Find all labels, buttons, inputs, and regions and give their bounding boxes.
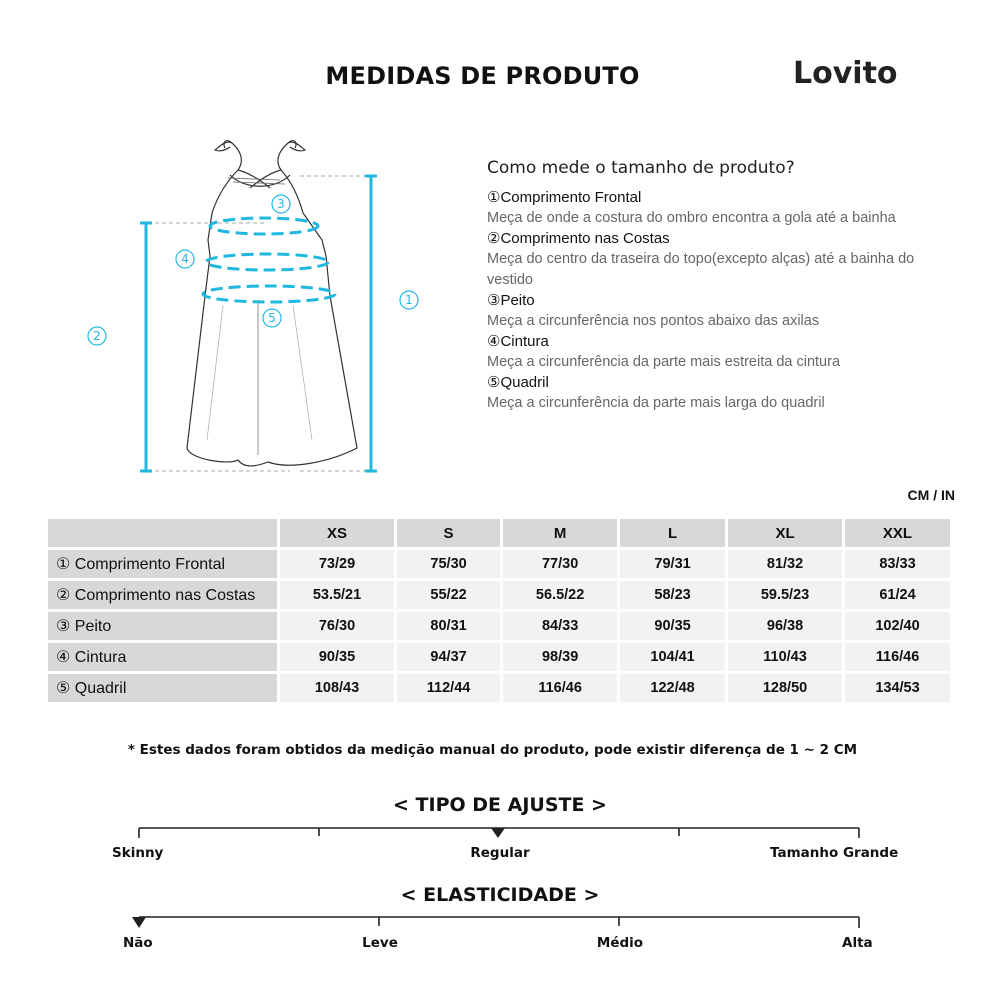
table-cell: 84/33	[503, 612, 617, 640]
table-cell: 80/31	[397, 612, 500, 640]
table-cell: 76/30	[280, 612, 394, 640]
fit-scale-bar	[130, 822, 870, 842]
table-cell: 116/46	[845, 643, 950, 671]
table-cell: 98/39	[503, 643, 617, 671]
table-cell: 75/30	[397, 550, 500, 578]
guide-item-name: ③Peito	[487, 292, 535, 309]
table-cell: 53.5/21	[280, 581, 394, 609]
table-header-row	[48, 519, 950, 547]
table-cell: 134/53	[845, 674, 950, 702]
guide-item-name: ①Comprimento Frontal	[487, 189, 642, 206]
table-cell: 79/31	[620, 550, 725, 578]
guide-item-name: ⑤Quadril	[487, 374, 549, 391]
elasticity-label-medium: Médio	[596, 935, 644, 951]
guide-item-name: ②Comprimento nas Costas	[487, 230, 670, 247]
table-cell: 94/37	[397, 643, 500, 671]
guide-item-desc: Meça de onde a costura do ombro encontra a gola até a bainha	[487, 210, 896, 226]
table-cell: 83/33	[845, 550, 950, 578]
marker-1-label: 1	[405, 293, 413, 307]
row-label: ⑤ Quadril	[48, 674, 277, 702]
marker-4-label: 4	[181, 252, 189, 266]
fit-label-regular: Regular	[470, 845, 530, 861]
table-cell: 102/40	[845, 612, 950, 640]
table-row	[48, 643, 950, 671]
guide-item-desc: Meça a circunferência da parte mais estreita da cintura	[487, 354, 841, 370]
table-cell: 55/22	[397, 581, 500, 609]
marker-5-label: 5	[268, 311, 276, 325]
size-header: XXL	[845, 519, 950, 547]
table-cell: 110/43	[728, 643, 842, 671]
table-cell: 122/48	[620, 674, 725, 702]
unit-label: CM / IN	[907, 487, 955, 503]
guide-item-desc: Meça a circunferência da parte mais larga do quadril	[487, 395, 825, 411]
size-header: XL	[728, 519, 842, 547]
table-cell: 59.5/23	[728, 581, 842, 609]
size-header: M	[503, 519, 617, 547]
guide-item-name: ④Cintura	[487, 333, 549, 350]
table-cell: 108/43	[280, 674, 394, 702]
elasticity-label-high: Alta	[842, 935, 873, 951]
table-row	[48, 550, 950, 578]
table-row	[48, 612, 950, 640]
table-corner-cell	[48, 519, 277, 547]
row-label: ① Comprimento Frontal	[48, 550, 277, 578]
brand-logo: Lovito	[793, 56, 898, 91]
table-cell: 58/23	[620, 581, 725, 609]
guide-item	[487, 332, 927, 373]
size-header: L	[620, 519, 725, 547]
table-row	[48, 581, 950, 609]
table-cell: 56.5/22	[503, 581, 617, 609]
table-cell: 96/38	[728, 612, 842, 640]
table-cell: 81/32	[728, 550, 842, 578]
table-cell: 104/41	[620, 643, 725, 671]
dress-diagram	[70, 125, 450, 495]
guide-item	[487, 291, 927, 332]
elasticity-scale-bar	[130, 912, 870, 932]
table-cell: 77/30	[503, 550, 617, 578]
guide-item	[487, 188, 927, 229]
table-cell: 128/50	[728, 674, 842, 702]
guide-item-desc: Meça do centro da traseira do topo(excepto alças) até a bainha do vestido	[487, 251, 915, 288]
elasticity-label-light: Leve	[362, 935, 398, 951]
fit-label-skinny: Skinny	[112, 845, 164, 861]
table-cell: 116/46	[503, 674, 617, 702]
guide-item	[487, 373, 927, 414]
row-label: ② Comprimento nas Costas	[48, 581, 277, 609]
row-label: ③ Peito	[48, 612, 277, 640]
size-header: XS	[280, 519, 394, 547]
measurement-guide	[487, 158, 927, 414]
table-row	[48, 674, 950, 702]
table-cell: 90/35	[280, 643, 394, 671]
elasticity-scale-marker	[132, 917, 146, 928]
size-table	[45, 516, 953, 705]
table-cell: 90/35	[620, 612, 725, 640]
row-label: ④ Cintura	[48, 643, 277, 671]
marker-2-label: 2	[93, 329, 101, 343]
size-header: S	[397, 519, 500, 547]
page-title: MEDIDAS DE PRODUTO	[325, 62, 640, 90]
table-cell: 73/29	[280, 550, 394, 578]
guide-heading: Como mede o tamanho de produto?	[487, 158, 795, 178]
table-cell: 61/24	[845, 581, 950, 609]
fit-scale-title: < TIPO DE AJUSTE >	[393, 794, 607, 816]
elasticity-label-none: Não	[123, 935, 153, 951]
table-cell: 112/44	[397, 674, 500, 702]
guide-item	[487, 229, 927, 291]
fit-label-large: Tamanho Grande	[770, 845, 899, 861]
fit-scale-marker	[491, 828, 505, 838]
measurement-note: * Estes dados foram obtidos da medição manual do produto, pode existir diferença de 1 ~ 2 CM	[127, 742, 858, 758]
guide-item-desc: Meça a circunferência nos pontos abaixo das axilas	[487, 313, 820, 329]
marker-3-label: 3	[277, 197, 285, 211]
elasticity-scale-title: < ELASTICIDADE >	[400, 884, 600, 906]
